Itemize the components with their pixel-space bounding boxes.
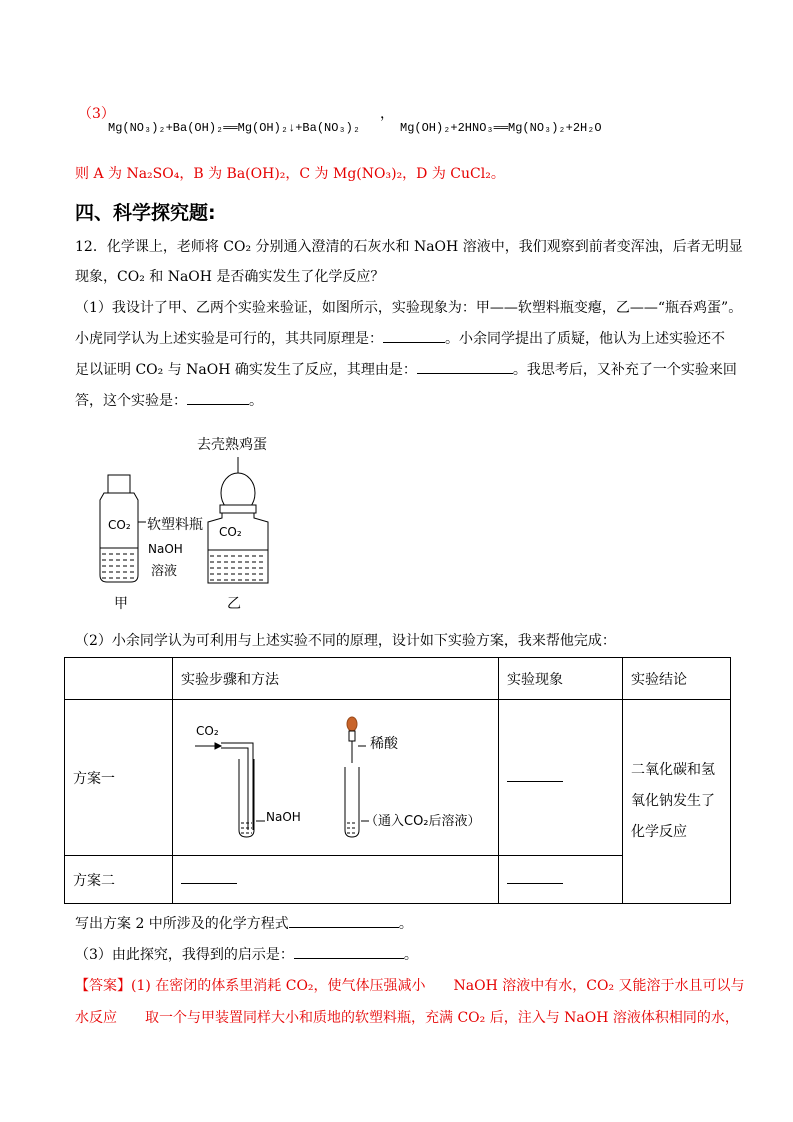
question-1-line-4-a: 答，这个实验是： bbox=[75, 393, 187, 409]
answer-blank[interactable] bbox=[289, 927, 399, 928]
answer-text-1: (1) 在密闭的体系里消耗 CO₂，使气体压强减小 NaOH 溶液中有水，CO₂ 又能溶于水且可以与 bbox=[131, 978, 745, 994]
equation-prompt-text: 写出方案 2 中所涉及的化学方程式 bbox=[75, 916, 289, 932]
co2-label-yi: CO₂ bbox=[219, 525, 242, 539]
solution-label: （通入CO₂后溶液） bbox=[365, 814, 481, 829]
caption-yi: 乙 bbox=[227, 596, 241, 612]
equation-2: Mg(OH)₂+2HNO₃══Mg(NO₃)₂+2H₂O bbox=[400, 121, 602, 135]
equation-separator: ， bbox=[380, 106, 394, 122]
answer-blank[interactable] bbox=[507, 883, 563, 884]
question-1-line-2-b: 。小余同学提出了质疑，他认为上述实验还不 bbox=[445, 331, 725, 347]
conclusion-line-3: 化学反应 bbox=[631, 824, 687, 840]
caption-jia: 甲 bbox=[114, 596, 128, 612]
solution-label: 溶液 bbox=[151, 564, 178, 579]
section-title: 四、科学探究题: bbox=[75, 202, 216, 224]
conclusion-line-2: 氧化钠发生了 bbox=[631, 793, 715, 809]
question-1-line-2 bbox=[75, 329, 725, 349]
naoh-label: NaOH bbox=[148, 542, 183, 556]
question-1-line-4-b: 。 bbox=[249, 393, 263, 409]
table-header-cell bbox=[65, 658, 173, 700]
answer-line-2: 水反应 取一个与甲装置同样大小和质地的软塑料瓶，充满 CO₂ 后，注入与 NaOH 溶液体积相同的水， bbox=[75, 1010, 739, 1026]
flask-with-egg bbox=[208, 457, 268, 583]
co2-label: CO₂ bbox=[196, 724, 219, 738]
answer-blank[interactable] bbox=[507, 781, 563, 782]
co2-label-jia: CO₂ bbox=[108, 518, 131, 532]
plan-one-label: 方案一 bbox=[65, 700, 173, 856]
answer-blank[interactable] bbox=[294, 958, 404, 959]
question-1-line-3-b: 。我思考后，又补充了一个实验来回 bbox=[512, 362, 737, 378]
table-header-cell: 实验步骤和方法 bbox=[173, 658, 499, 700]
answer-line-1 bbox=[75, 976, 745, 996]
plan-one-apparatus bbox=[181, 703, 486, 853]
egg-label: 去壳熟鸡蛋 bbox=[197, 437, 267, 453]
question-3-text: （3）由此探究，我得到的启示是： bbox=[75, 947, 294, 963]
table-row bbox=[65, 700, 731, 856]
conclusion-line: 则 A 为 Na₂SO₄，B 为 Ba(OH)₂，C 为 Mg(NO₃)₂，D 为 CuCl₂。 bbox=[75, 166, 505, 182]
plan-two-phenomenon bbox=[499, 856, 623, 904]
plan-two-steps bbox=[173, 856, 499, 904]
naoh-label: NaOH bbox=[266, 810, 301, 824]
answer-blank[interactable] bbox=[187, 404, 249, 405]
plan-one-phenomenon bbox=[499, 700, 623, 856]
answer-blank[interactable] bbox=[181, 883, 237, 884]
question-1-line-3-a: 足以证明 CO₂ 与 NaOH 确实发生了反应，其理由是： bbox=[75, 362, 417, 378]
equation-1: Mg(NO₃)₂+Ba(OH)₂══Mg(OH)₂↓+Ba(NO₃)₂ bbox=[108, 121, 361, 135]
question-12-line-1: 12．化学课上，老师将 CO₂ 分别通入澄清的石灰水和 NaOH 溶液中，我们观察到前者变浑浊，后者无明显 bbox=[75, 239, 743, 255]
bottle-label: 软塑料瓶 bbox=[147, 517, 203, 533]
conclusion-line-1: 二氧化碳和氢 bbox=[631, 762, 715, 778]
question-3-line bbox=[75, 945, 418, 965]
part3-label: （3） bbox=[78, 106, 115, 122]
answer-blank[interactable] bbox=[417, 373, 513, 374]
answer-blank[interactable] bbox=[383, 342, 445, 343]
conclusion-cell bbox=[623, 700, 731, 904]
question-1-line-2-a: 小虎同学认为上述实验是可行的，其共同原理是： bbox=[75, 331, 383, 347]
equation-prompt bbox=[75, 914, 413, 934]
table-header-cell: 实验结论 bbox=[623, 658, 731, 700]
question-1-line-3 bbox=[75, 360, 737, 380]
question-2-line: （2）小余同学认为可利用与上述实验不同的原理，设计如下实验方案，我来帮他完成： bbox=[75, 633, 616, 649]
table-header-cell: 实验现象 bbox=[499, 658, 623, 700]
question-12-line-2: 现象，CO₂ 和 NaOH 是否确实发生了化学反应？ bbox=[75, 269, 385, 285]
answer-label: 【答案】 bbox=[75, 978, 131, 994]
plan-one-steps bbox=[173, 700, 499, 856]
question-1-line-1: （1）我设计了甲、乙两个实验来验证，如图所示，实验现象为：甲——软塑料瓶变瘪，乙——“瓶吞鸡蛋”。 bbox=[75, 300, 743, 316]
question-3-end: 。 bbox=[403, 947, 418, 963]
plan-two-label: 方案二 bbox=[65, 856, 173, 904]
question-1-line-4 bbox=[75, 391, 263, 411]
equation-prompt-end: 。 bbox=[398, 916, 413, 932]
acid-label: 稀酸 bbox=[370, 736, 398, 752]
experiment-table bbox=[64, 657, 731, 904]
table-header-row bbox=[65, 658, 731, 700]
